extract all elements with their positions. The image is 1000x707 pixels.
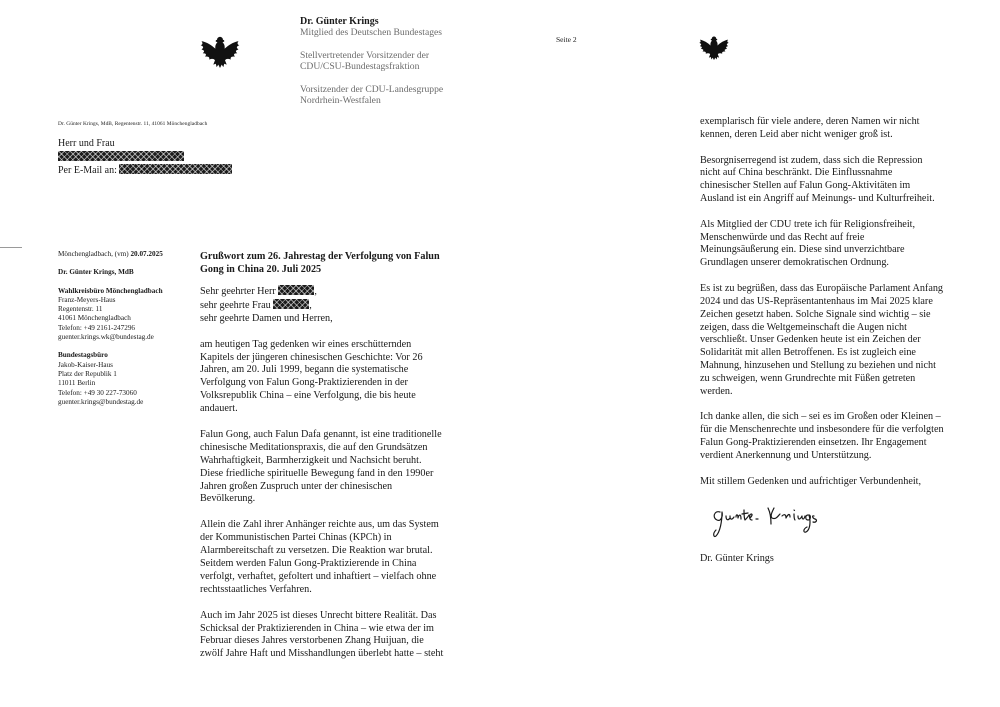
subject-line: Gong in China 20. Juli 2025 — [200, 264, 322, 275]
paragraph — [700, 116, 990, 142]
letter-body-page2 — [700, 116, 990, 501]
text-line: Seitdem werden Falun Gong-Praktizierende in China — [200, 557, 417, 569]
redaction-block — [119, 164, 232, 174]
text-line: Februar dieses Jahres verstorbenen Zhang Huijuan, die — [200, 635, 424, 647]
text-line: chinesischer Stellen auf Falun Gong-Aktivitäten im — [700, 180, 911, 192]
date-prefix: Mönchengladbach, (vm) — [58, 250, 129, 258]
text-line: Solidarität mit allen Betroffenen. Es ist zugleich eine — [700, 347, 916, 359]
text-line: Auch im Jahr 2025 ist dieses Unrecht bittere Realität. Das — [200, 609, 437, 621]
office-line: 11011 Berlin — [58, 379, 96, 388]
paragraph — [700, 155, 990, 206]
subject-line: Grußwort zum 26. Jahrestag der Verfolgung von Falun — [200, 251, 440, 262]
text-line: Ausland ist ein Angriff auf Meinungs- und Kulturfreiheit. — [700, 193, 935, 205]
paragraph — [700, 411, 990, 462]
text-line: verdient Anerkennung und Unterstützung. — [700, 449, 872, 461]
salutation-line: Sehr geehrter Herr , — [200, 286, 317, 297]
signer-name: Dr. Günter Krings — [700, 553, 774, 564]
handwritten-signature — [708, 492, 836, 540]
letterhead-role: Mitglied des Deutschen Bundestages — [300, 27, 443, 38]
text-line: Schicksal der Praktizierenden in China – wie etwa der im — [200, 622, 434, 634]
salutation-line: sehr geehrte Frau , — [200, 299, 312, 311]
text-line: exemplarisch für viele andere, deren Namen wir nicht — [700, 116, 920, 127]
text-line: Alarmbereitschaft zu versetzen. Die Reaktion war brutal. — [200, 545, 433, 557]
redaction-block — [273, 299, 309, 309]
sender-sidebar — [58, 250, 198, 407]
text-line: Grundlagen unserer demokratischen Ordnung. — [700, 257, 889, 269]
text-line: Mahnung, hinzusehen und Stellung zu beziehen und nicht — [700, 360, 936, 372]
closing — [700, 476, 990, 489]
text-line: Volksrepublik China – eine Verfolgung, die bis heute — [200, 390, 416, 402]
office-email: guenter.krings.wk@bundestag.de — [58, 333, 154, 342]
text-line: Als Mitglied der CDU trete ich für Religionsfreiheit, — [700, 218, 916, 230]
text-line: nicht auf China beschränkt. Die Einflussnahme — [700, 167, 893, 179]
recipient-email-line — [58, 164, 232, 178]
office-email: guenter.krings@bundestag.de — [58, 397, 144, 406]
letter-body-page1 — [200, 285, 500, 674]
page-number: Seite 2 — [556, 35, 577, 44]
text-line: werden. — [700, 385, 733, 397]
letterhead-name: Dr. Günter Krings — [300, 16, 379, 27]
text-line: Wahrhaftigkeit, Barmherzigkeit und Nachsicht beruht. — [200, 454, 422, 466]
text-line: Zeichen gesetzt haben. Solche Signale sind wichtig – sie — [700, 308, 931, 320]
recipient-line: Herr und Frau — [58, 138, 115, 149]
letterhead — [300, 16, 443, 106]
text-line: Diese friedliche spirituelle Bewegung fand in den 1990er — [200, 467, 434, 479]
salutation-line: sehr geehrte Damen und Herren, — [200, 312, 333, 324]
text-line: Menschenwürde und das Recht auf freie — [700, 231, 865, 243]
text-line: chinesische Meditationspraxis, die auf den Grundsätzen — [200, 441, 428, 453]
paragraph — [700, 219, 990, 270]
text-line: kennen, deren Leid aber nicht weniger groß ist. — [700, 128, 893, 140]
text-line: Mit stillem Gedenken und aufrichtiger Verbundenheit, — [700, 475, 922, 487]
text-line: andauert. — [200, 403, 238, 415]
text-line: Verfolgung von Falun Gong-Praktizierenden in der — [200, 377, 408, 389]
text-line: zeigen, dass die Weltgemeinschaft die Augen nicht — [700, 321, 907, 333]
paragraph — [700, 283, 990, 399]
office-block-wahlkreis — [58, 287, 198, 343]
text-line: der Kommunistischen Partei Chinas (KPCh) in — [200, 532, 392, 544]
text-line: Meinungsäußerung ein. Diese sind unverzichtbare — [700, 244, 905, 256]
bundesadler-eagle-icon — [698, 35, 730, 61]
fold-mark — [0, 247, 22, 248]
bundesadler-eagle-icon — [199, 35, 241, 69]
email-prefix: Per E-Mail an: — [58, 165, 117, 176]
text-line: Falun Gong, auch Falun Dafa genannt, ist eine traditionelle — [200, 428, 442, 440]
date-value: 20.07.2025 — [130, 250, 163, 258]
office-title: Wahlkreisbüro Mönchengladbach — [58, 286, 163, 295]
letterhead-role: Nordrhein-Westfalen — [300, 95, 381, 106]
letterhead-role: Vorsitzender der CDU-Landesgruppe — [300, 84, 444, 95]
sidebar-name — [58, 268, 198, 277]
letter-date — [58, 250, 198, 259]
text-line: verfolgt, verhaftet, gefoltert und inhaftiert – vielfach ohne — [200, 570, 437, 582]
text-line: zu schweigen, wenn Grundrechte mit Füßen getreten — [700, 372, 916, 384]
office-title: Bundestagsbüro — [58, 351, 108, 360]
paragraph — [200, 429, 500, 506]
salutation-text: sehr geehrte Frau — [200, 299, 271, 311]
office-line: Regentenstr. 11 — [58, 305, 103, 314]
text-line: Allein die Zahl ihrer Anhänger reichte aus, um das System — [200, 519, 439, 531]
text-line: am heutigen Tag gedenken wir eines erschütternden — [200, 338, 412, 350]
letterhead-role: Stellvertretender Vorsitzender der — [300, 50, 430, 61]
salutation-text: Sehr geehrter Herr — [200, 286, 276, 297]
text-line: rechtsstaatliches Verfahren. — [200, 583, 312, 595]
text-line: Ich danke allen, die sich – sei es im Großen oder Kleinen – — [700, 411, 941, 423]
salutation — [200, 285, 500, 326]
recipient-name-redacted — [58, 151, 232, 165]
text-line: für die Menschenrechte und insbesondere für die verfolgten — [700, 424, 944, 436]
office-line: Telefon: +49 30 227-73060 — [58, 388, 137, 397]
sender-return-address: Dr. Günter Krings, MdB, Regentenstr. 11, 41061 Mönchengladbach — [58, 121, 208, 127]
office-block-bundestag — [58, 351, 198, 407]
office-line: Platz der Republik 1 — [58, 369, 117, 378]
text-line: Jahren großen Zuspruch unter der chinesischen — [200, 480, 393, 492]
office-line: Telefon: +49 2161-247296 — [58, 323, 136, 332]
text-line: Falun Gong-Praktizierenden einsetzen. Ihr Engagement — [700, 437, 927, 449]
text-line: zwölf Jahre Haft und Misshandlungen überlebt hatte – steht — [200, 648, 444, 660]
text-line: 2024 und das US-Repräsentantenhaus im Mai 2025 klare — [700, 295, 933, 307]
redaction-block — [58, 151, 184, 161]
paragraph — [200, 610, 500, 662]
sidebar-name-text: Dr. Günter Krings, MdB — [58, 268, 134, 277]
text-line: Es ist zu begrüßen, dass das Europäische Parlament Anfang — [700, 282, 944, 294]
office-line: Jakob-Kaiser-Haus — [58, 360, 113, 369]
paragraph — [200, 519, 500, 596]
letterhead-role: CDU/CSU-Bundestagsfraktion — [300, 61, 420, 72]
text-line: Kapitels der jüngeren chinesischen Geschichte: Vor 26 — [200, 351, 423, 363]
text-line: Bevölkerung. — [200, 493, 256, 505]
paragraph — [200, 339, 500, 416]
text-line: verschließt. Unser Gedenken heute ist ein Zeichen der — [700, 334, 921, 346]
redaction-block — [278, 285, 314, 295]
office-line: 41061 Mönchengladbach — [58, 314, 131, 323]
recipient-address — [58, 138, 232, 178]
text-line: Jahren, am 20. Juli 1999, begann die systematische — [200, 364, 409, 376]
office-line: Franz-Meyers-Haus — [58, 295, 116, 304]
text-line: Besorgniserregend ist zudem, dass sich die Repression — [700, 154, 923, 166]
letter-subject — [200, 250, 490, 276]
